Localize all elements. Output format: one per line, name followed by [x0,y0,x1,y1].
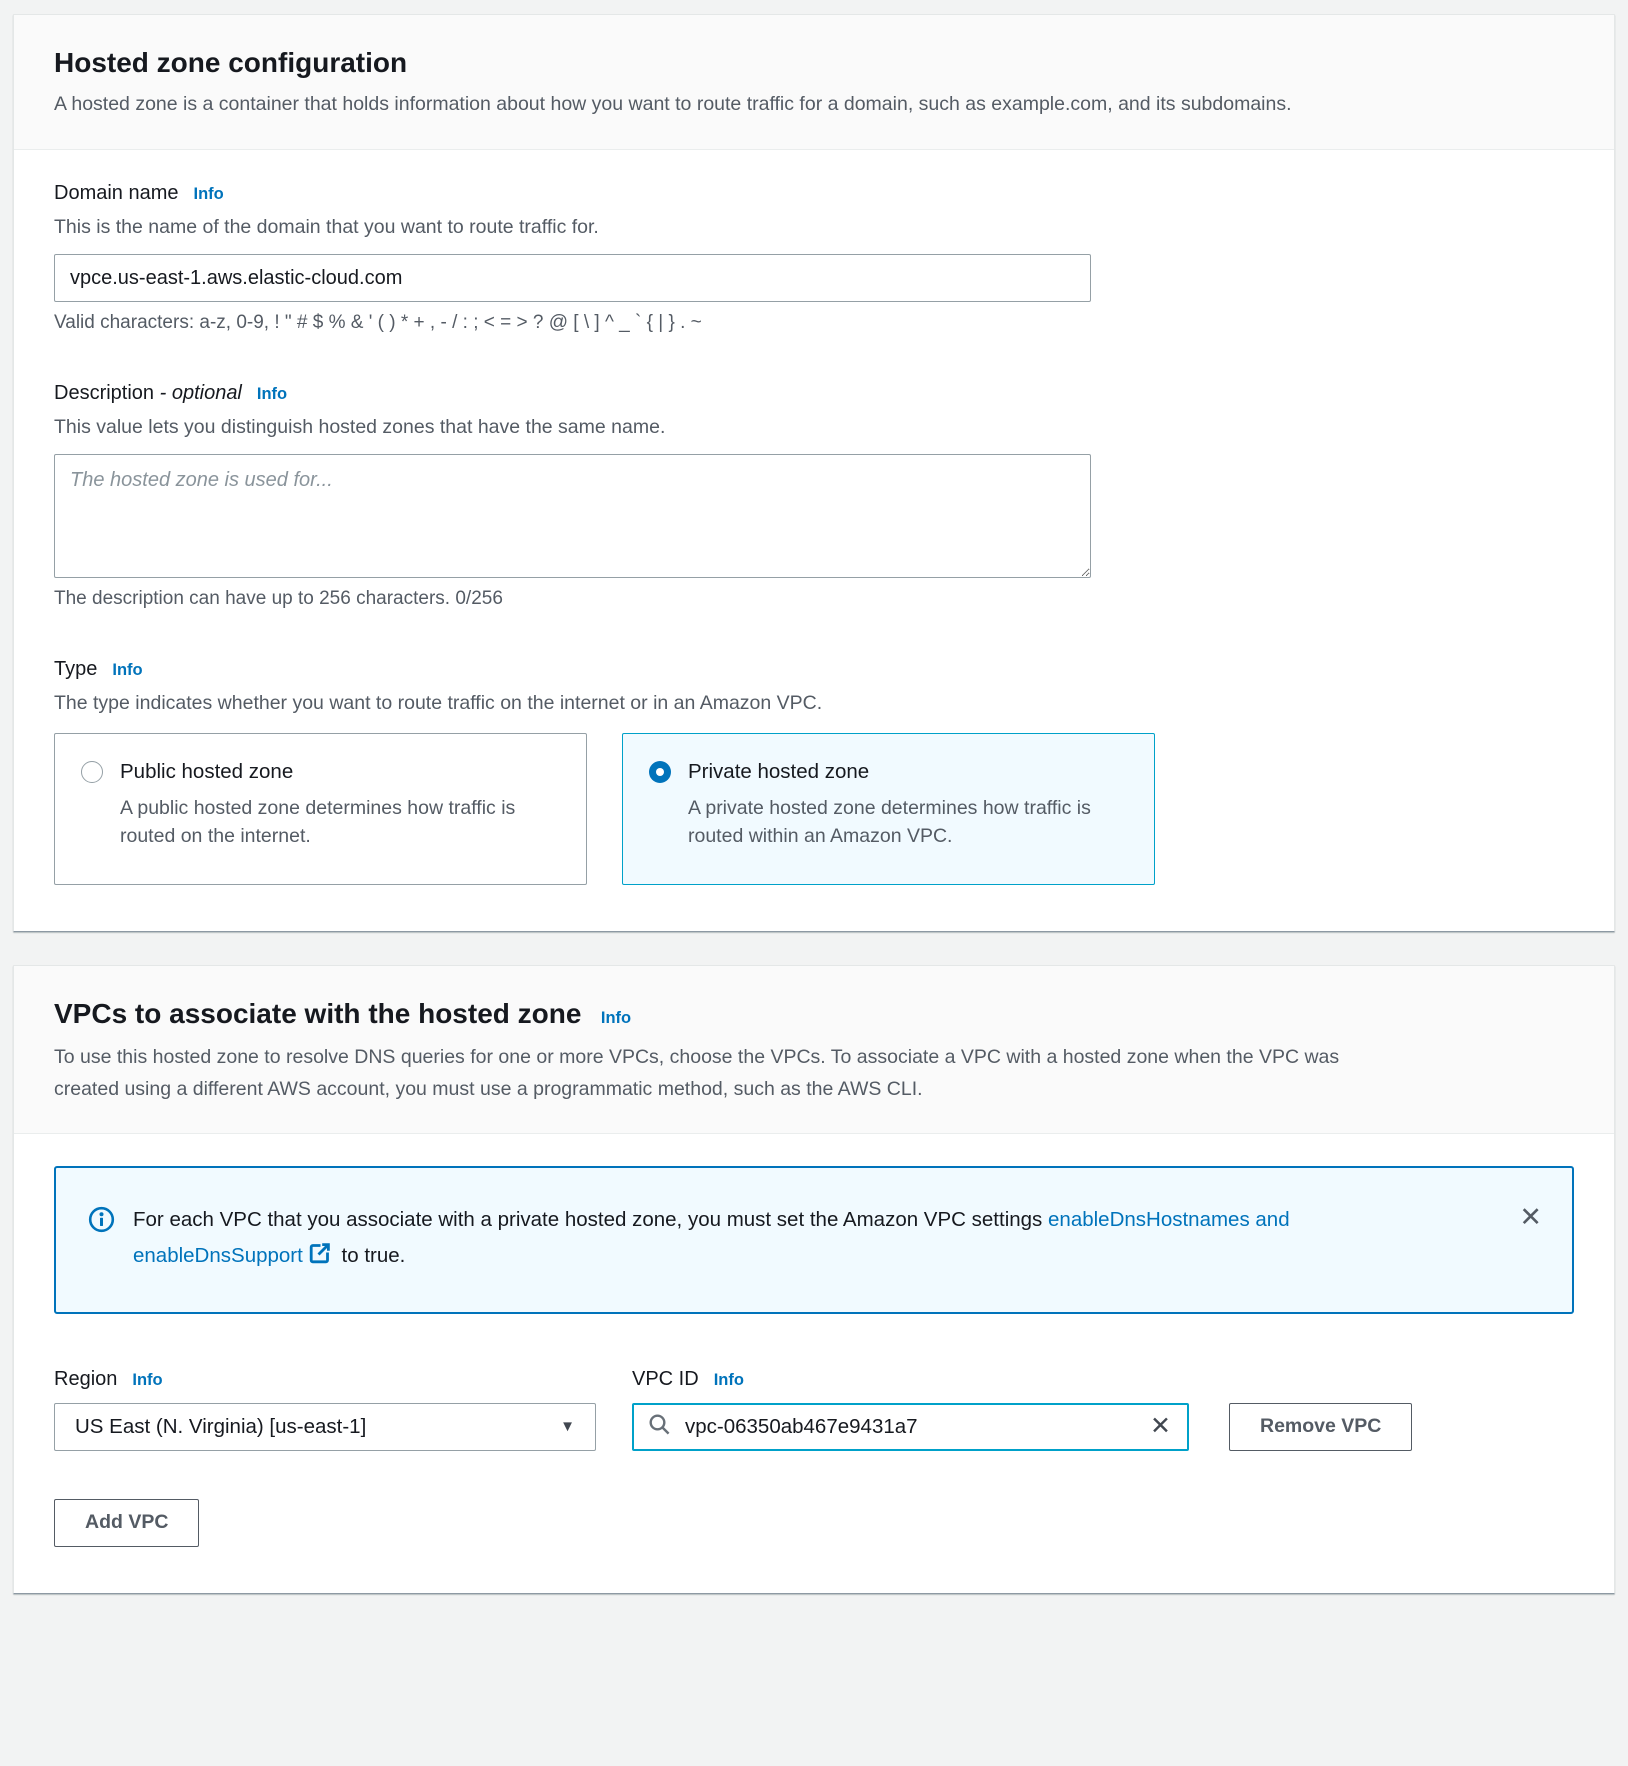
private-hosted-zone-description: A private hosted zone determines how traffic is routed within an Amazon VPC. [688,796,1091,847]
vpc-id-input[interactable] [683,1414,1148,1440]
public-hosted-zone-title: Public hosted zone [120,759,294,783]
vpc-id-info-link[interactable]: Info [713,1370,744,1389]
external-link-icon [307,1248,332,1271]
domain-name-field-group [54,182,1574,334]
region-field-group [54,1368,596,1451]
hosted-zone-card-body [14,150,1614,931]
vpc-id-search-box [632,1403,1189,1451]
description-optional-label: - optional [154,382,242,405]
enable-dns-settings-link[interactable]: enableDnsHostnames and enableDnsSupport [133,1208,1290,1268]
private-hosted-zone-radio[interactable] [649,761,671,783]
vpcs-card-description: To use this hosted zone to resolve DNS queries for one or more VPCs, choose the VPCs. To associate a VPC with a hosted zone when the VPC was created using a different AWS account, you must use a programmatic method, such as the AWS CLI. [54,1046,1340,1100]
region-label: Region [54,1367,118,1390]
vpcs-card-title: VPCs to associate with the hosted zone [54,997,582,1029]
hosted-zone-card-header [14,15,1614,150]
vpcs-card-body [14,1134,1614,1593]
vpcs-card-info-link[interactable]: Info [600,1008,632,1027]
vpc-id-field-group [632,1368,1189,1451]
private-hosted-zone-option[interactable] [622,733,1155,885]
alert-text-before-link: For each VPC that you associate with a private hosted zone, you must set the Amazon VPC settings [133,1208,1049,1232]
info-circle-icon [88,1206,115,1238]
type-radio-group [54,733,1574,885]
vpc-id-label: VPC ID [632,1367,699,1390]
alert-text [133,1202,1293,1278]
region-select[interactable] [54,1403,596,1451]
remove-vpc-button[interactable]: Remove VPC [1229,1403,1412,1451]
clear-input-icon[interactable]: ✕ [1150,1412,1171,1441]
type-help-text: The type indicates whether you want to route traffic on the internet or in an Amazon VPC. [54,692,823,715]
description-help-text: This value lets you distinguish hosted zones that have the same name. [54,416,666,439]
description-field-group [54,382,1574,610]
type-label: Type [54,658,98,681]
domain-name-label: Domain name [54,181,179,204]
chevron-down-icon: ▼ [560,1418,575,1436]
type-info-link[interactable]: Info [112,661,143,680]
alert-text-after-link: to true. [335,1244,406,1268]
description-constraint-text: The description can have up to 256 characters. 0/256 [54,588,503,610]
vpcs-card-header [14,966,1614,1135]
vpcs-associate-card [13,965,1615,1594]
hosted-zone-card-title: Hosted zone configuration [54,47,408,78]
vpc-association-row [54,1368,1574,1451]
private-hosted-zone-title: Private hosted zone [688,759,870,783]
hosted-zone-configuration-card [13,14,1615,932]
description-info-link[interactable]: Info [256,385,288,404]
domain-name-info-link[interactable]: Info [193,184,224,203]
public-hosted-zone-option[interactable] [54,733,587,885]
description-textarea[interactable] [54,454,1091,578]
domain-name-input[interactable] [54,254,1091,302]
domain-name-constraint-text: Valid characters: a-z, 0-9, ! " # $ % & ' ( ) * + , - / : ; < = > ? @ [ \ ] ^ _ ` { | } . ~ [54,312,702,334]
hosted-zone-card-description: A hosted zone is a container that holds information about how you want to route traffic for a domain, such as example.com, and its subdomains. [54,93,1292,116]
domain-name-help-text: This is the name of the domain that you want to route traffic for. [54,215,599,238]
region-info-link[interactable]: Info [132,1370,163,1389]
public-hosted-zone-description: A public hosted zone determines how traffic is routed on the internet. [120,796,516,847]
add-vpc-button[interactable]: Add VPC [54,1499,199,1547]
region-select-value: US East (N. Virginia) [us-east-1] [75,1414,367,1438]
alert-close-icon[interactable]: ✕ [1519,1202,1542,1233]
vpc-settings-info-alert [54,1166,1574,1314]
public-hosted-zone-radio[interactable] [81,761,103,783]
description-label: Description - optional [54,382,242,405]
type-field-group [54,658,1574,884]
search-icon [648,1413,671,1441]
